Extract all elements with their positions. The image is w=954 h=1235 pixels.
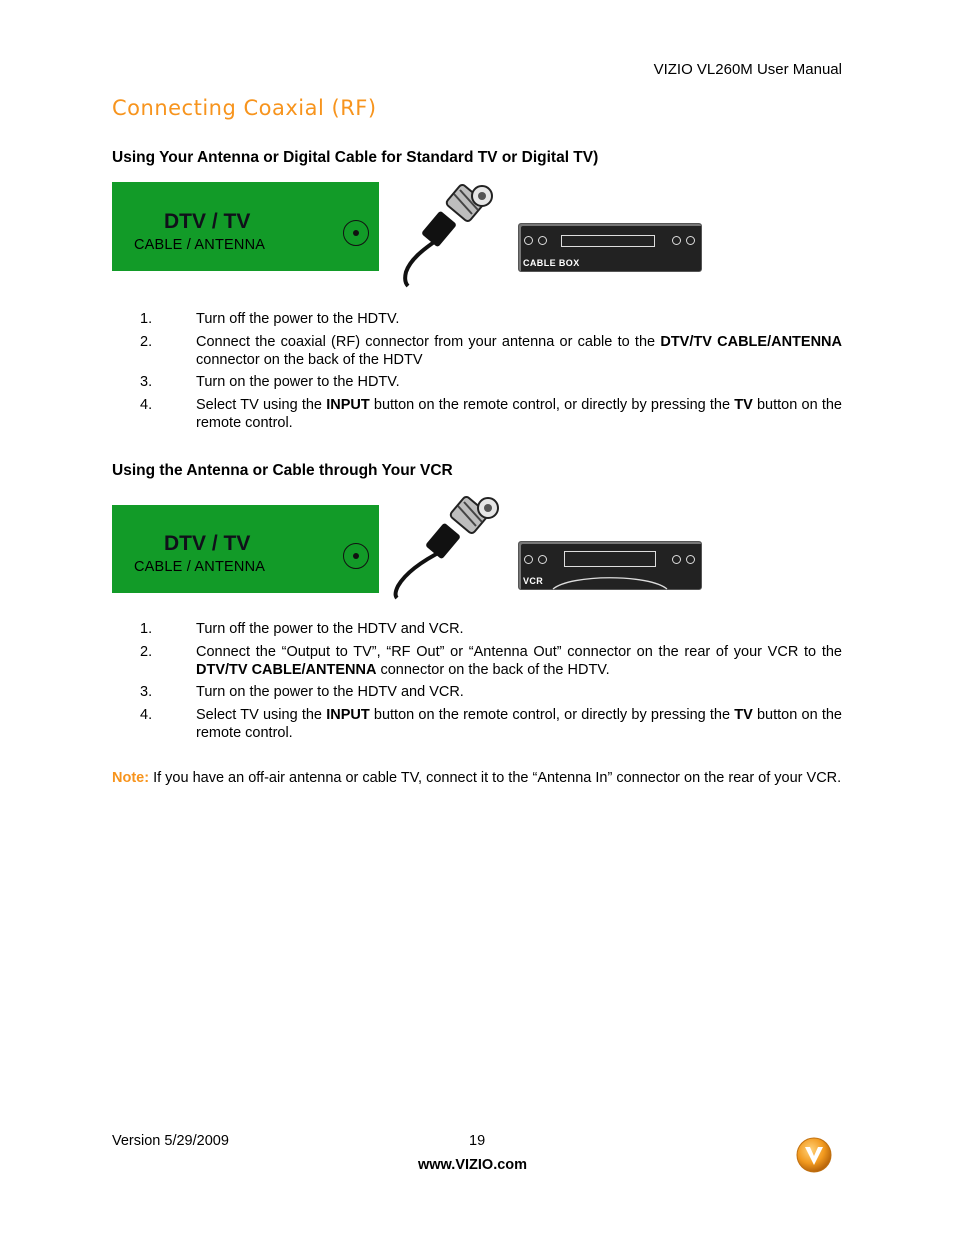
step-text: Turn off the power to the HDTV. (196, 311, 400, 327)
port-icon (672, 236, 681, 245)
step-text: button on the remote control. (196, 706, 842, 741)
step-text: Connect the coaxial (RF) connector from your antenna or cable to the (196, 333, 661, 350)
port-icon (686, 236, 695, 245)
step-text: Select TV using the (196, 396, 327, 413)
vizio-v-logo-icon (796, 1137, 832, 1173)
step-text: Connect the “Output to TV”, “RF Out” or “Antenna Out” connector on the rear of your VCR to the (196, 643, 842, 660)
coax-cable-icon (392, 180, 504, 292)
list-item (112, 620, 842, 638)
note-label: Note: (112, 770, 150, 786)
list-item (112, 373, 842, 391)
note-paragraph (112, 769, 842, 787)
port-icon (538, 236, 547, 245)
step-number: 3. (140, 374, 153, 390)
step-emphasis: DTV/TV CABLE/ANTENNA (196, 661, 377, 678)
cable-box-icon (518, 223, 702, 272)
port-icon (686, 555, 695, 564)
steps-list-2 (112, 620, 842, 746)
port-icon (538, 555, 547, 564)
step-number: 2. (140, 643, 153, 660)
step-text: button on the remote control, or directly by pressing the (369, 396, 735, 413)
port-icon (524, 236, 533, 245)
step-text: button on the remote control, or directly by pressing the (369, 706, 735, 723)
device-label: VCR (523, 576, 544, 586)
website-url: www.VIZIO.com (418, 1157, 528, 1173)
step-text: Select TV using the (196, 706, 327, 723)
panel-title: DTV / TV (164, 210, 251, 233)
step-emphasis: TV (734, 706, 753, 723)
step-emphasis: DTV/TV CABLE/ANTENNA (660, 333, 843, 350)
coax-jack-icon (343, 220, 369, 246)
display-slot (561, 235, 655, 247)
list-item (112, 683, 842, 701)
port-icon (524, 555, 533, 564)
step-emphasis: INPUT (326, 396, 370, 413)
coax-cable-icon (392, 494, 516, 600)
list-item (112, 333, 842, 369)
page-number: 19 (469, 1133, 486, 1149)
step-number: 4. (140, 706, 153, 723)
note-text: If you have an off-air antenna or cable TV, connect it to the “Antenna In” connector on the rear of your VCR. (149, 770, 842, 786)
section2-heading: Using the Antenna or Cable through Your VCR (112, 462, 453, 479)
step-emphasis: INPUT (326, 706, 370, 723)
list-item (112, 310, 842, 328)
section-title: Connecting Coaxial (RF) (112, 96, 377, 120)
tape-door-icon (551, 570, 669, 590)
manual-title: VIZIO VL260M User Manual (653, 61, 842, 78)
port-icon (672, 555, 681, 564)
step-number: 4. (140, 396, 153, 413)
step-text: Turn on the power to the HDTV. (196, 374, 400, 390)
step-number: 1. (140, 311, 153, 327)
coax-jack-icon (343, 543, 369, 569)
panel-title: DTV / TV (164, 532, 251, 555)
panel-subtitle: CABLE / ANTENNA (134, 237, 266, 253)
dtv-panel-1 (112, 182, 379, 271)
section1-heading: Using Your Antenna or Digital Cable for Standard TV or Digital TV) (112, 149, 599, 166)
panel-subtitle: CABLE / ANTENNA (134, 559, 266, 575)
step-emphasis: TV (734, 396, 753, 413)
version-text: Version 5/29/2009 (112, 1133, 229, 1149)
vcr-icon (518, 541, 702, 590)
step-text: connector on the back of the HDTV (196, 351, 423, 368)
list-item (112, 706, 842, 742)
step-number: 2. (140, 333, 153, 350)
steps-list-1 (112, 310, 842, 436)
display-slot (564, 551, 656, 567)
dtv-panel-2 (112, 505, 379, 593)
list-item (112, 643, 842, 679)
step-text: Turn on the power to the HDTV and VCR. (196, 684, 464, 700)
step-text: connector on the back of the HDTV. (376, 661, 610, 678)
step-number: 1. (140, 621, 153, 637)
step-text: Turn off the power to the HDTV and VCR. (196, 621, 464, 637)
list-item (112, 396, 842, 432)
step-text: button on the remote control. (196, 396, 842, 431)
device-label: CABLE BOX (523, 258, 580, 268)
step-number: 3. (140, 684, 153, 700)
